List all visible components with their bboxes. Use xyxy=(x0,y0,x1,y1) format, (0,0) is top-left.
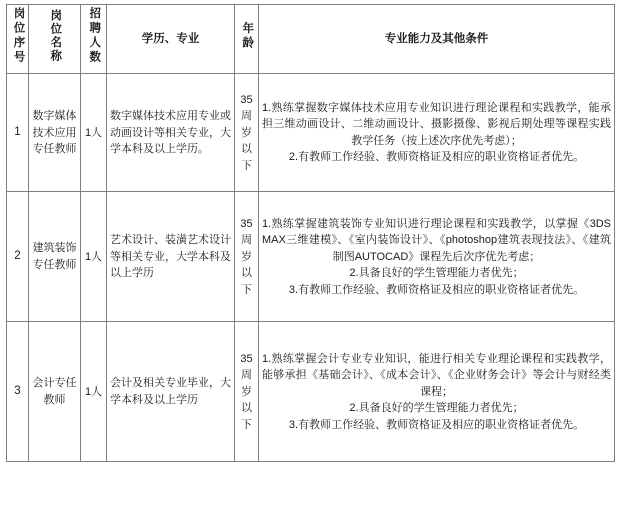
requirement-line: 1.熟练掌握建筑装饰专业知识进行理论课程和实践教学，以掌握《3DS MAX三维建模》、《室内装饰设计》、《photoshop建筑表现技法》、《建筑制图AUTOCAD》课程先后次序优先考虑； xyxy=(262,217,611,263)
cell-education-major: 会计及相关专业毕业，大学本科及以上学历 xyxy=(107,322,235,462)
cell-position-name: 会计专任教师 xyxy=(29,322,81,462)
column-header-age xyxy=(235,5,259,74)
requirement-line: 2.有教师工作经验、教师资格证及相应的职业资格证者优先。 xyxy=(288,151,585,164)
column-header-position-name-label: 岗位名称 xyxy=(49,9,62,63)
table-row xyxy=(7,192,615,322)
cell-headcount: 1人 xyxy=(81,192,107,322)
cell-age: 35周岁以下 xyxy=(235,322,259,462)
table-body xyxy=(7,74,615,462)
requirement-line: 1.熟练掌握会计专业专业知识，能进行相关专业理论课程和实践教学，能够承担《基础会计》、《成本会计》、《企业财务会计》等会计与财经类课程； xyxy=(262,352,611,398)
cell-position-name: 建筑装饰专任教师 xyxy=(29,192,81,322)
table-row xyxy=(7,322,615,462)
job-positions-table xyxy=(6,4,615,462)
cell-sequence: 2 xyxy=(7,192,29,322)
cell-requirements xyxy=(259,322,615,462)
cell-position-name: 数字媒体技术应用专任教师 xyxy=(29,74,81,192)
requirement-line: 1.熟练掌握数字媒体技术应用专业知识进行理论课程和实践教学，能承担三维动画设计、二维动画设计、摄影摄像、影视后期处理等课程实践教学任务（按上述次序优先考虑）； xyxy=(262,101,611,147)
requirement-line: 2.具备良好的学生管理能力者优先； xyxy=(349,267,524,279)
column-header-headcount xyxy=(81,5,107,74)
cell-age: 35周岁以下 xyxy=(235,192,259,322)
column-header-requirements xyxy=(259,5,615,74)
cell-age: 35周岁以下 xyxy=(235,74,259,192)
table-row xyxy=(7,74,615,192)
column-header-position-name xyxy=(29,5,81,74)
requirement-line: 3.有教师工作经验、教师资格证及相应的职业资格证者优先。 xyxy=(288,418,585,431)
column-header-age-label: 年龄 xyxy=(241,21,254,51)
requirement-line: 2.具备良好的学生管理能力者优先； xyxy=(349,402,524,414)
table-header-row xyxy=(7,5,615,74)
cell-sequence: 3 xyxy=(7,322,29,462)
cell-headcount: 1人 xyxy=(81,322,107,462)
column-header-education-major-label: 学历、专业 xyxy=(141,32,200,45)
cell-requirements xyxy=(259,192,615,322)
cell-headcount: 1人 xyxy=(81,74,107,192)
column-header-sequence xyxy=(7,5,29,74)
cell-education-major: 数字媒体技术应用专业或动画设计等相关专业，大学本科及以上学历。 xyxy=(107,74,235,192)
column-header-headcount-label: 招聘人数 xyxy=(88,7,101,65)
column-header-sequence-label: 岗位序号 xyxy=(12,7,25,65)
table-header xyxy=(7,5,615,74)
cell-requirements xyxy=(259,74,615,192)
requirement-line: 3.有教师工作经验、教师资格证及相应的职业资格证者优先。 xyxy=(288,283,585,296)
column-header-education-major xyxy=(107,5,235,74)
column-header-requirements-label: 专业能力及其他条件 xyxy=(384,32,489,45)
cell-education-major: 艺术设计、装潢艺术设计等相关专业，大学本科及以上学历 xyxy=(107,192,235,322)
cell-sequence: 1 xyxy=(7,74,29,192)
